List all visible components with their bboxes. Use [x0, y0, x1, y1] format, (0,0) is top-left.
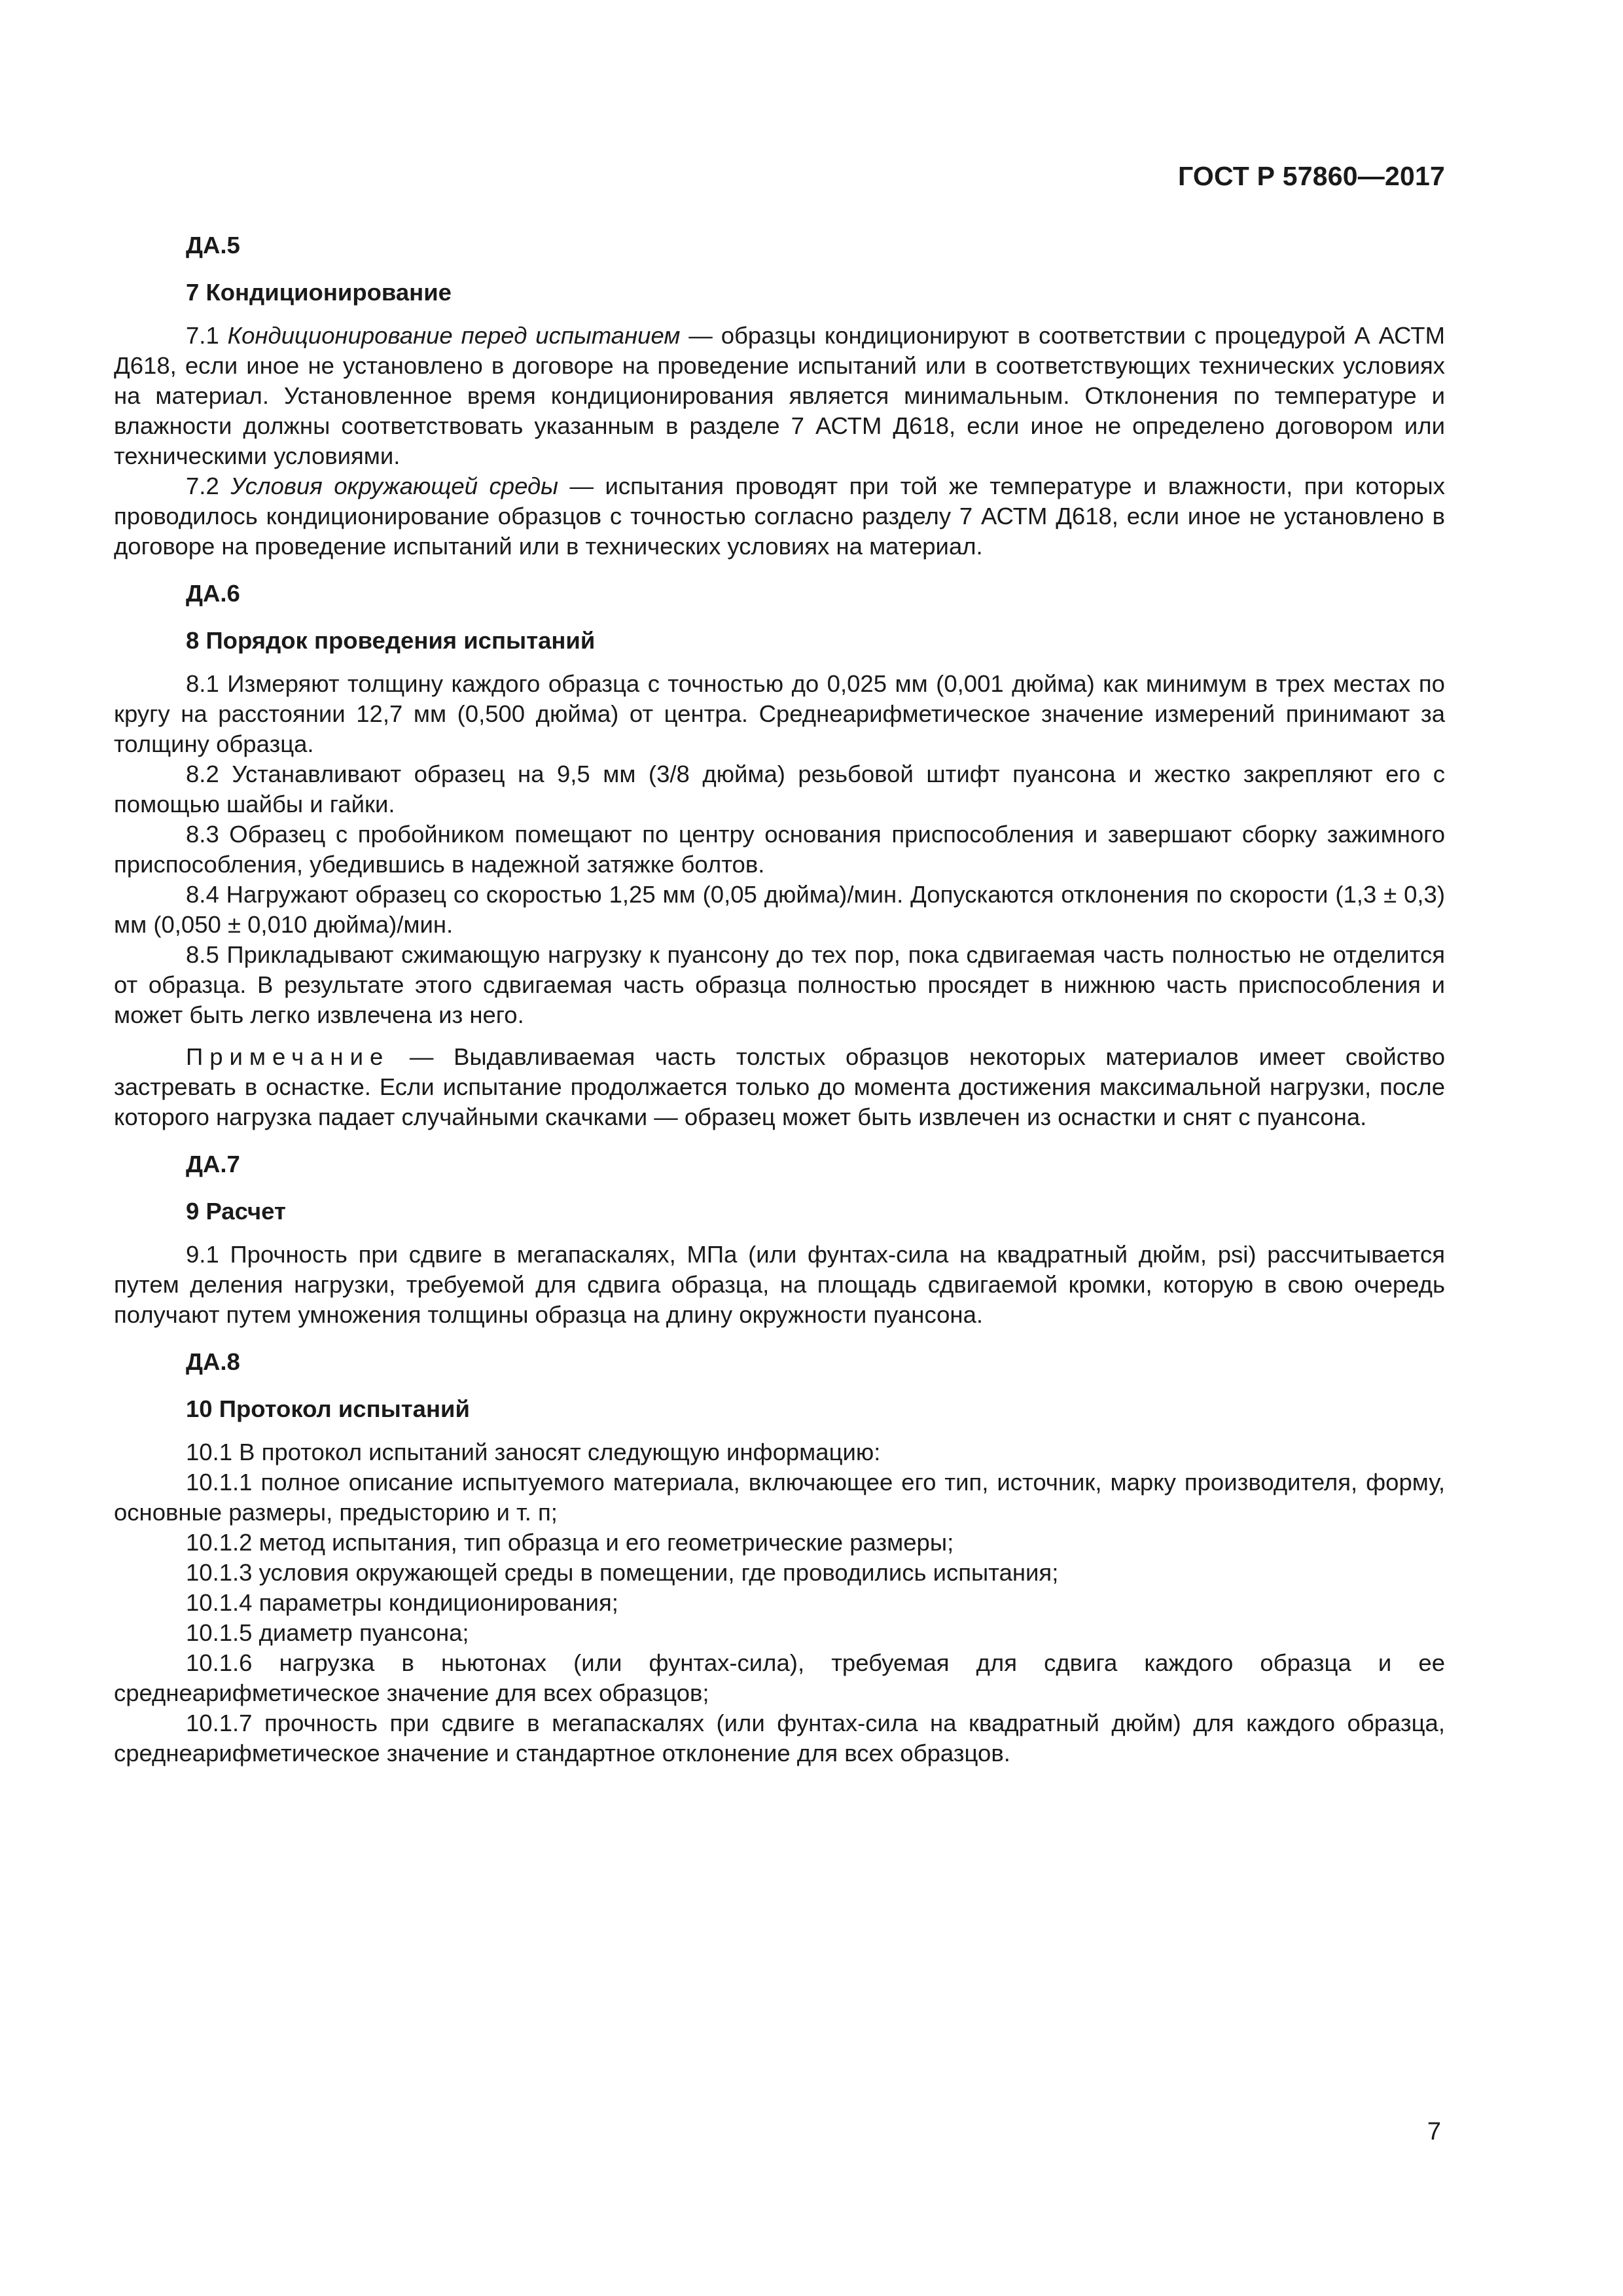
note-paragraph — [114, 1042, 1445, 1132]
paragraph-10-1-4: 10.1.4 параметры кондиционирования; — [186, 1589, 618, 1616]
document-code: ГОСТ Р 57860—2017 — [1178, 161, 1445, 191]
note-text: — Выдавливаемая часть толстых образцов некоторых материалов имеет свойство застревать в оснастке. Если испытание продолжается только до момента достижения максимальной нагрузки, после которого нагрузка падает случайными скачками — образец может быть извлечен из оснастки и снят с пуансона. — [114, 1043, 1445, 1130]
clause-number: 7.2 — [186, 473, 231, 499]
section-title-test-procedure: 8 Порядок проведения испытаний — [186, 627, 596, 654]
annex-heading-da7: ДА.7 — [186, 1151, 240, 1177]
annex-heading-da5: ДА.5 — [186, 232, 240, 259]
document-body — [114, 230, 1445, 1768]
paragraph-10-1-7: 10.1.7 прочность при сдвиге в мегапаскалях (или фунтах-сила на квадратный дюйм) для каждого образца, среднеарифметическое значение и стандартное отклонение для всех образцов. — [114, 1710, 1445, 1767]
paragraph-7-1 — [114, 321, 1445, 471]
paragraph-10-1-6: 10.1.6 нагрузка в ньютонах (или фунтах-сила), требуемая для сдвига каждого образца и ее среднеарифметическое значение для всех образцов; — [114, 1649, 1445, 1706]
annex-heading-da8: ДА.8 — [186, 1348, 240, 1375]
paragraph-9-1: 9.1 Прочность при сдвиге в мегапаскалях, МПа (или фунтах-сила на квадратный дюйм, psi) рассчитывается путем деления нагрузки, требуемой для сдвига образца, на площадь сдвигаемой кромки, которую в свою очередь получают путем умножения толщины образца на длину окружности пуансона. — [114, 1241, 1445, 1328]
annex-heading-da6: ДА.6 — [186, 580, 240, 607]
section-title-test-report: 10 Протокол испытаний — [186, 1395, 470, 1422]
note-label: Примечание — [186, 1043, 390, 1070]
section-title-calculation: 9 Расчет — [186, 1198, 286, 1225]
clause-term: Условия окружающей среды — [230, 473, 558, 499]
paragraph-10-1-1: 10.1.1 полное описание испытуемого материала, включающее его тип, источник, марку производителя, форму, основные размеры, предысторию и т. п; — [114, 1469, 1445, 1526]
section-title-conditioning: 7 Кондиционирование — [186, 279, 452, 306]
paragraph-10-1-3: 10.1.3 условия окружающей среды в помещении, где проводились испытания; — [186, 1559, 1059, 1586]
paragraph-10-1-5: 10.1.5 диаметр пуансона; — [186, 1619, 469, 1646]
paragraph-8-4: 8.4 Нагружают образец со скоростью 1,25 мм (0,05 дюйма)/мин. Допускаются отклонения по скорости (1,3 ± 0,3) мм (0,050 ± 0,010 дюйма)/мин. — [114, 881, 1445, 938]
clause-text: — испытания проводят при той же температуре и влажности, при которых проводилось кондиционирование образцов с точностью согласно разделу 7 АСТМ Д618, если иное не установлено в договоре на проведение испытаний или в технических условиях на материал. — [114, 473, 1445, 560]
paragraph-8-1: 8.1 Измеряют толщину каждого образца с точностью до 0,025 мм (0,001 дюйма) как минимум в трех местах по кругу на расстоянии 12,7 мм (0,500 дюйма) от центра. Среднеарифметическое значение измерений принимают за толщину образца. — [114, 670, 1445, 757]
clause-term: Кондиционирование перед испытанием — [227, 322, 681, 349]
clause-text: — образцы кондиционируют в соответствии с процедурой А АСТМ Д618, если иное не установлено в договоре на проведение испытаний или в соответствующих технических условиях на материал. Установленное время кондиционирования является минимальным. Отклонения по температуре и влажности должны соответствовать указанным в разделе 7 АСТМ Д618, если иное не определено договором или техническими условиями. — [114, 322, 1445, 469]
clause-number: 7.1 — [186, 322, 228, 349]
paragraph-8-5: 8.5 Прикладывают сжимающую нагрузку к пуансону до тех пор, пока сдвигаемая часть полностью не отделится от образца. В результате этого сдвигаемая часть образца полностью просядет в нижнюю часть приспособления и может быть легко извлечена из него. — [114, 941, 1445, 1028]
paragraph-8-2: 8.2 Устанавливают образец на 9,5 мм (3/8 дюйма) резьбовой штифт пуансона и жестко закрепляют его с помощью шайбы и гайки. — [114, 761, 1445, 817]
paragraph-8-3: 8.3 Образец с пробойником помещают по центру основания приспособления и завершают сборку зажимного приспособления, убедившись в надежной затяжке болтов. — [114, 821, 1445, 878]
paragraph-7-2 — [114, 471, 1445, 562]
paragraph-10-1-2: 10.1.2 метод испытания, тип образца и его геометрические размеры; — [186, 1529, 954, 1556]
page-number: 7 — [1427, 2118, 1441, 2145]
paragraph-10-1: 10.1 В протокол испытаний заносят следующую информацию: — [186, 1439, 881, 1465]
